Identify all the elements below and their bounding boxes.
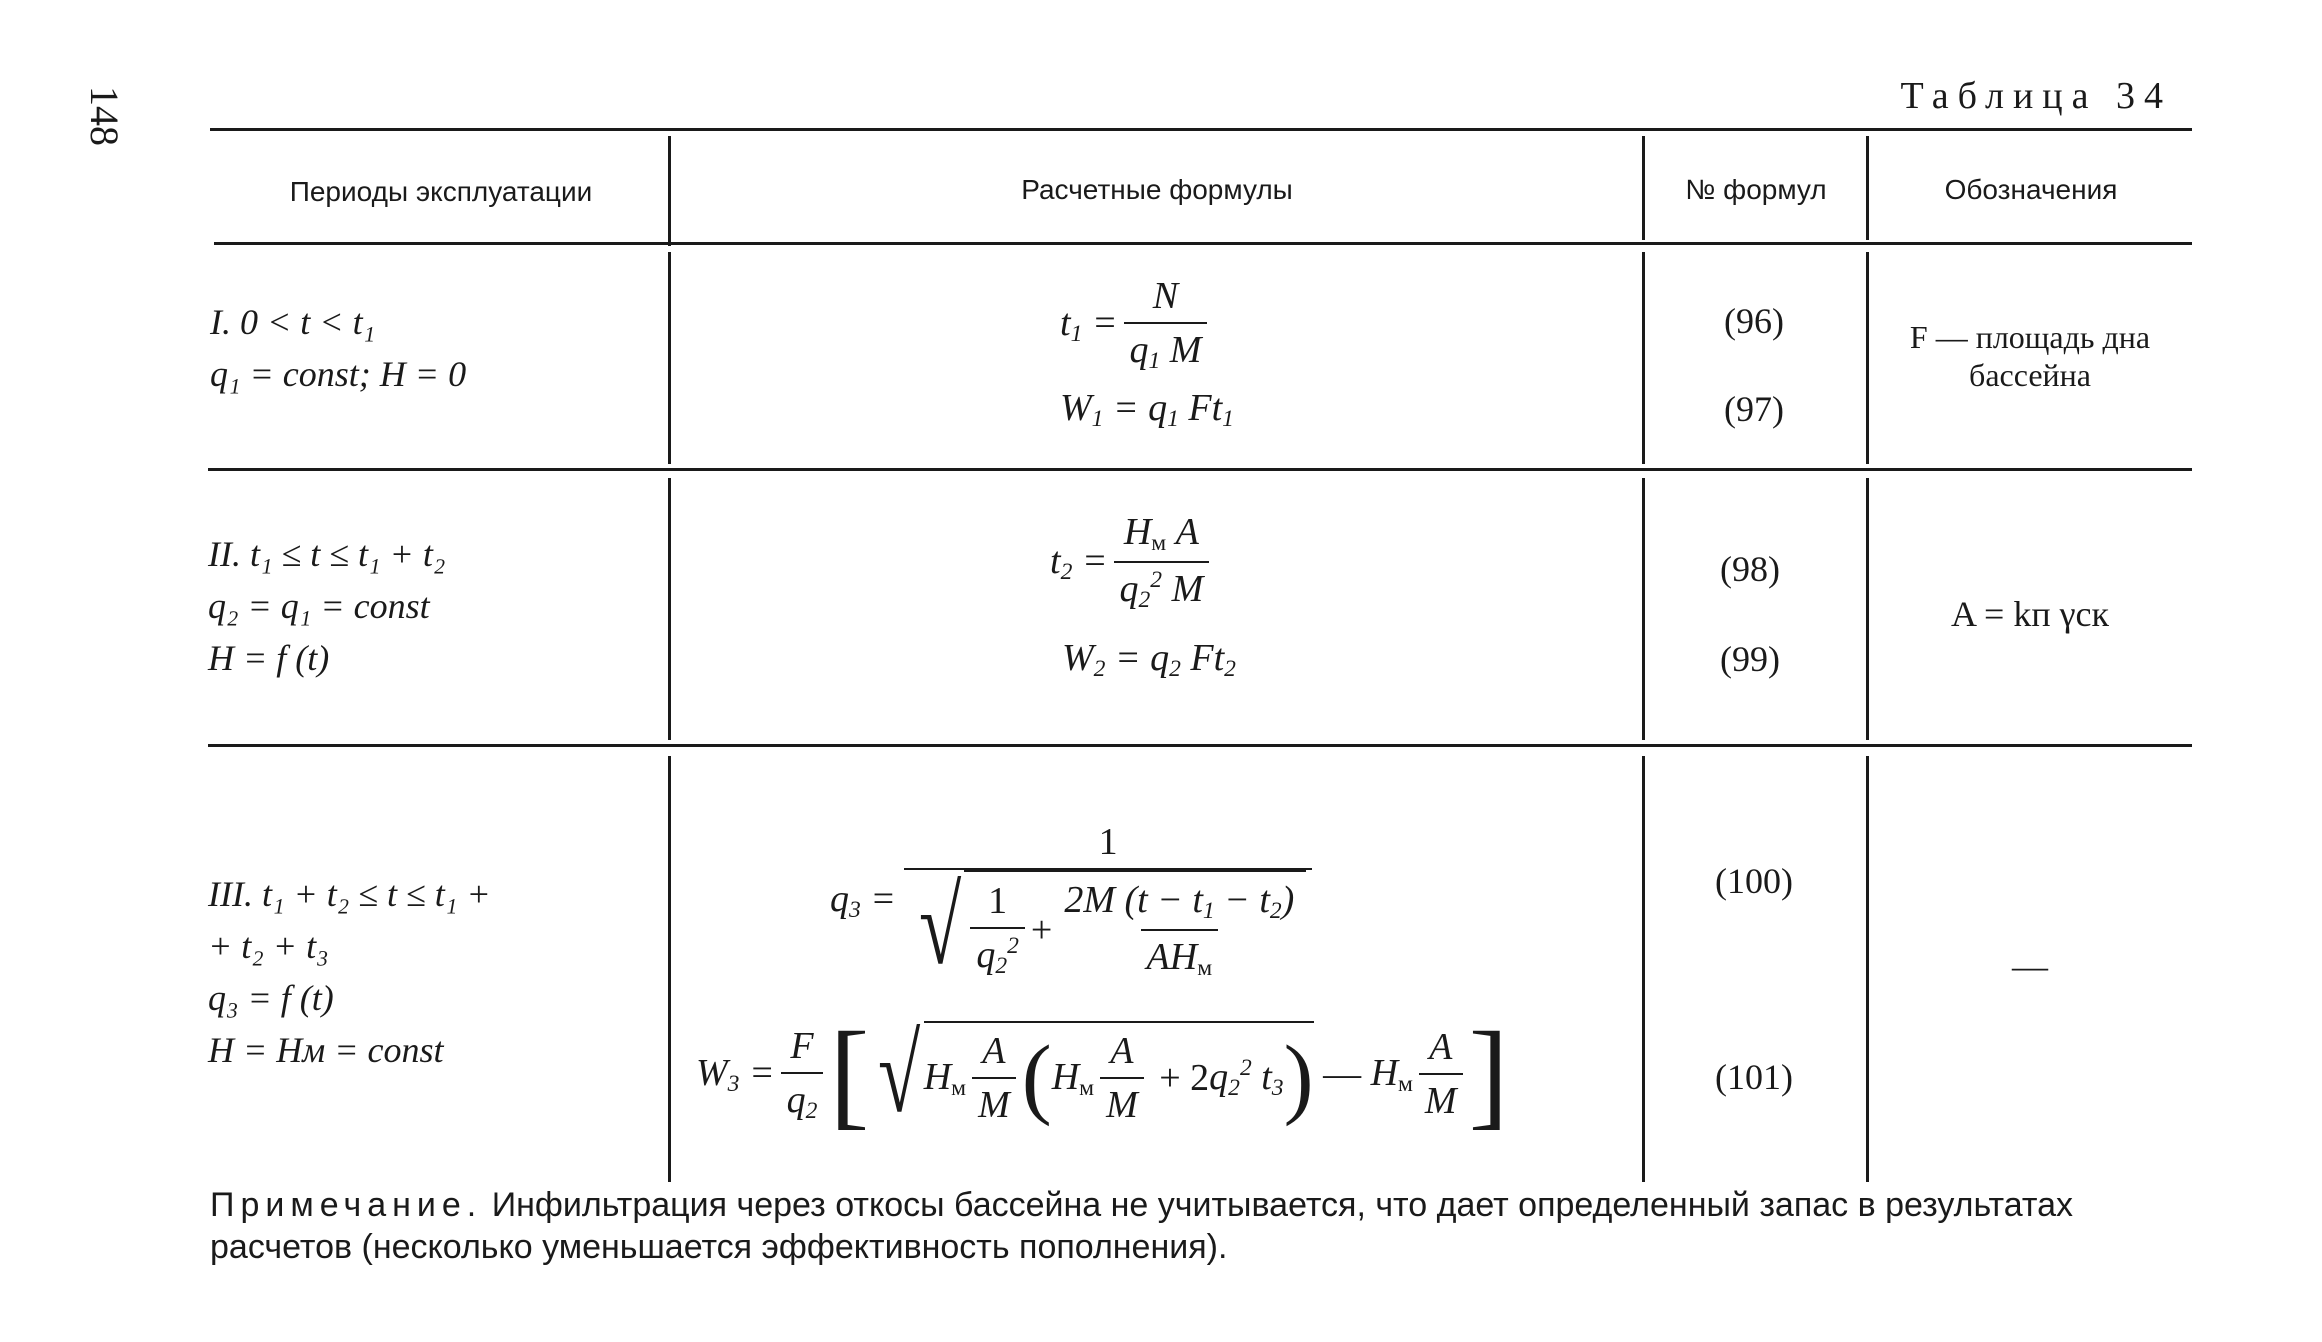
- col-divider-3-row2: [1866, 478, 1869, 740]
- col-divider-3-row1: [1866, 252, 1869, 464]
- row1-period-line2: q₁ = const; H = 0: [210, 354, 467, 394]
- row2-period-line2: q₂ = q₁ = const: [208, 586, 430, 626]
- row3-period-line1: III. t₁ + t₂ ≤ t ≤ t₁ +: [208, 874, 491, 914]
- row3-period-line2: + t₂ + t₃: [208, 926, 329, 966]
- formula-100: $q_3$ = 1 √ $\frac{1}{q_2^2}$ + $\frac{2M (t - t_1 - t_2)}{AH_м}$: [830, 820, 1318, 982]
- note-text: Инфильтрация через откосы бассейна не учитывается, что дает определенный запас в результатах расчетов (несколько уменьшается эффективность пополнения).: [210, 1186, 2073, 1266]
- formula-number-101: (101): [1715, 1057, 1793, 1097]
- col-divider-2-row2: [1642, 478, 1645, 740]
- header-periods: Периоды эксплуатации: [289, 176, 593, 207]
- row2-period-line3: H = f (t): [208, 638, 330, 678]
- header-formulas: Расчетные формулы: [1021, 174, 1293, 205]
- row2-bottom-rule: [208, 744, 2192, 747]
- page-number: 148: [82, 86, 127, 146]
- row3-period-line4: H = Hм = const: [208, 1030, 444, 1070]
- row2-period-line1: II. t₁ ≤ t ≤ t₁ + t₂: [208, 534, 446, 574]
- table-note: [210, 1184, 2110, 1268]
- row3-notation: —: [2012, 946, 2048, 986]
- note-label: Примечание.: [210, 1186, 483, 1224]
- col-divider-1-header: [668, 136, 671, 246]
- row3-period-line3: q₃ = f (t): [208, 978, 334, 1018]
- col-divider-3-header: [1866, 136, 1869, 240]
- header-formula-no: № формул: [1685, 174, 1827, 205]
- col-divider-3-row3: [1866, 756, 1869, 1182]
- formula-101: $W_3$ = $\frac{F}{q_2}$ [ √ $H_м$ $\frac{A}{M}$ ( $H_м$ $\frac{A}{M}$ + 2 $q_2^2$ $t_3$ ) — $H_м$ $\frac{A}{M}$ ]: [696, 1007, 1509, 1140]
- formula-number-98: (98): [1720, 549, 1780, 589]
- formula-96: $t_1$ = $\frac{N}{q_1 M}$: [1060, 274, 1213, 375]
- formula-98: $t_2$ = $\frac{H_м A}{q_2^2 M}$: [1050, 510, 1215, 614]
- header-bottom-rule: [214, 242, 2192, 245]
- formula-number-97: (97): [1724, 389, 1784, 429]
- col-divider-1-row3: [668, 756, 671, 1182]
- row2-period: [208, 528, 445, 684]
- row1-period: [210, 296, 466, 400]
- row2-notation: A = kп γск: [1951, 594, 2109, 634]
- sqrt-icon: √: [918, 864, 962, 987]
- formula-number-96: (96): [1724, 301, 1784, 341]
- formula-number-100: (100): [1715, 861, 1793, 901]
- col-divider-2-row1: [1642, 252, 1645, 464]
- table-top-rule: [210, 128, 2192, 131]
- row3-period: [208, 868, 491, 1076]
- row1-bottom-rule: [208, 468, 2192, 471]
- row1-period-line1: I. 0 < t < t₁: [210, 302, 376, 342]
- formula-97: $W_1 = q_1$ $Ft_1$: [1060, 387, 1234, 432]
- col-divider-1-row2: [668, 478, 671, 740]
- formula-number-99: (99): [1720, 639, 1780, 679]
- table-title: Таблица 34: [1900, 75, 2172, 117]
- header-notation: Обозначения: [1944, 174, 2118, 205]
- sqrt-icon: √: [878, 1013, 921, 1135]
- col-divider-1-row1: [668, 252, 671, 464]
- row1-notation: F — площадь дна бассейна: [1909, 319, 2151, 393]
- col-divider-2-row3: [1642, 756, 1645, 1182]
- col-divider-2-header: [1642, 136, 1645, 240]
- formula-99: $W_2 = q_2$ $Ft_2$: [1062, 637, 1236, 682]
